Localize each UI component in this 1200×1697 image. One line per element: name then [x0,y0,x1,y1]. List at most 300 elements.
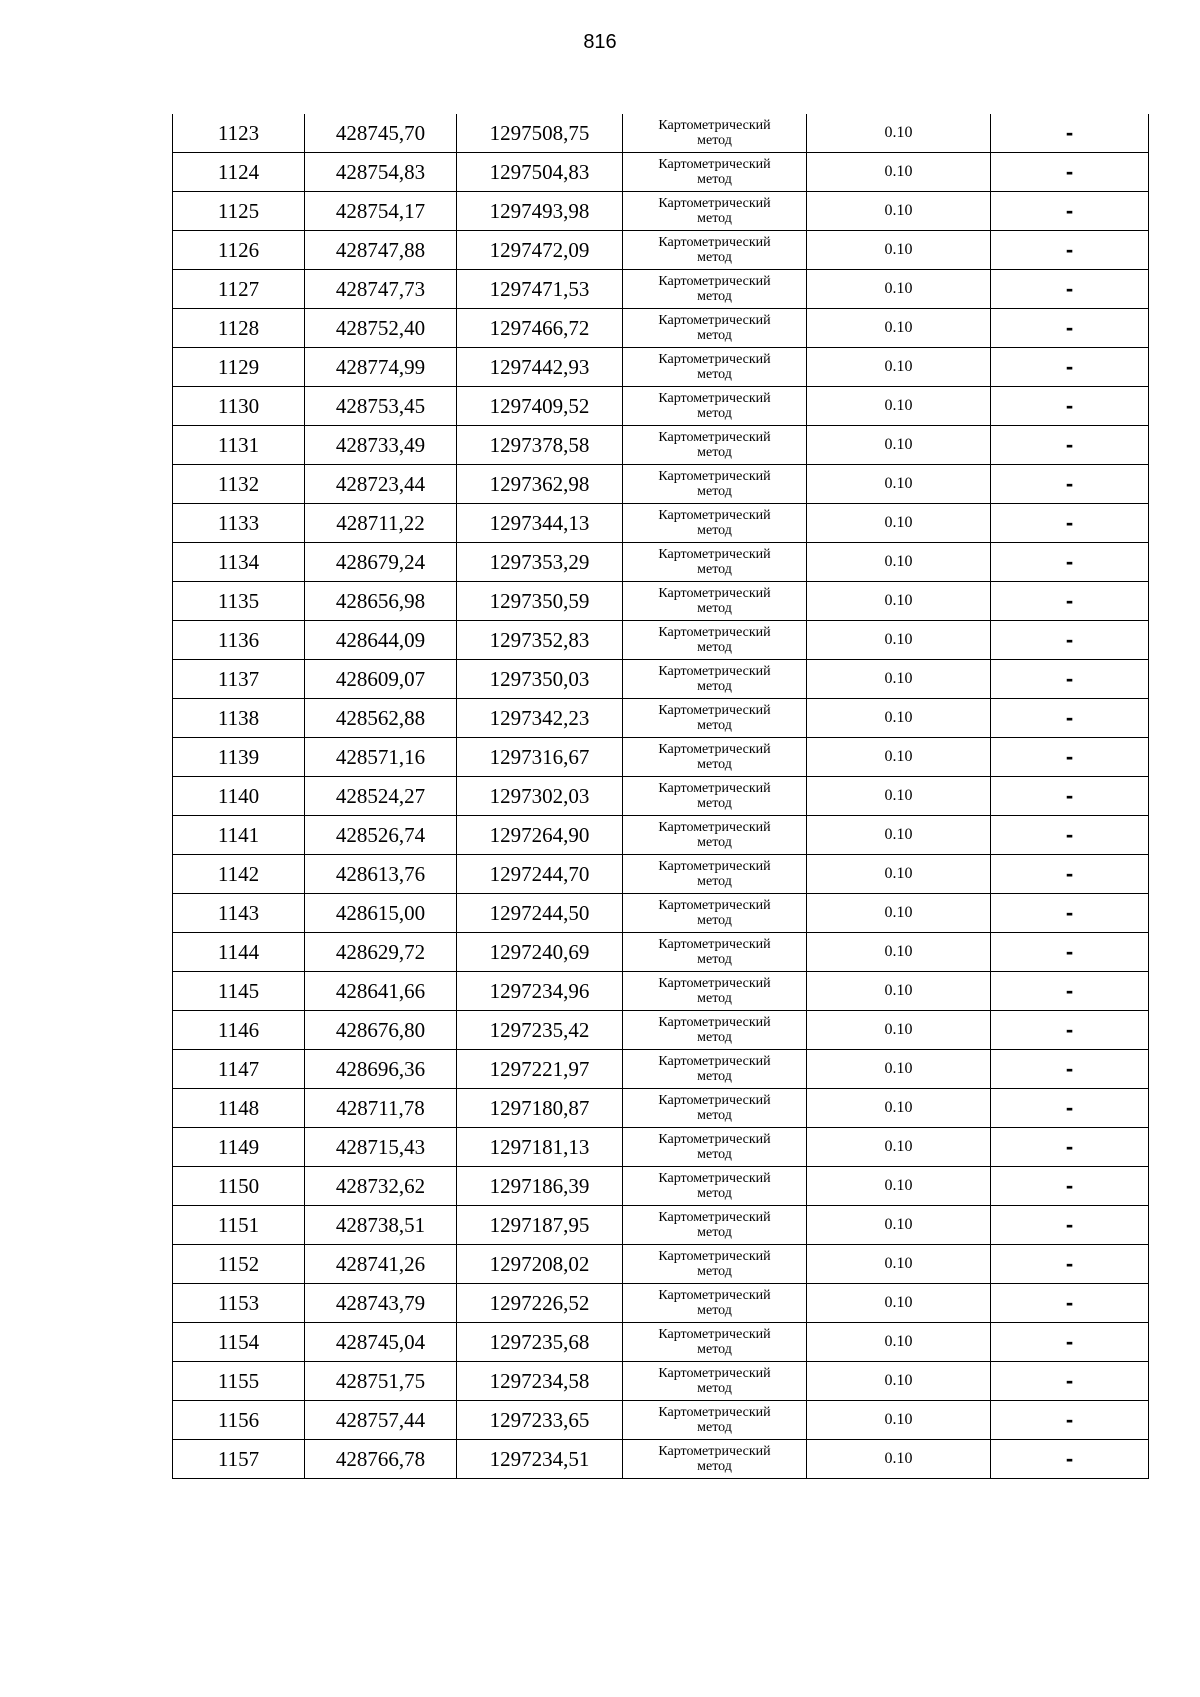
point-number-cell: 1143 [173,894,305,933]
x-coordinate-cell: 428656,98 [305,582,457,621]
point-number-cell: 1128 [173,309,305,348]
x-coordinate-cell: 428747,73 [305,270,457,309]
method-line-2: метод [697,640,732,655]
table-row [173,816,1149,855]
x-coordinate-cell: 428774,99 [305,348,457,387]
y-coordinate-cell: 1297221,97 [457,1050,623,1089]
accuracy-cell: 0.10 [807,1401,991,1440]
description-cell: - [991,270,1149,309]
method-line-2: метод [697,1030,732,1045]
method-line-1: Картометрический [658,508,771,523]
table-row [173,1323,1149,1362]
description-cell: - [991,582,1149,621]
method-line-1: Картометрический [658,1327,771,1342]
table-row [173,348,1149,387]
description-cell: - [991,777,1149,816]
x-coordinate-cell: 428711,22 [305,504,457,543]
method-line-1: Картометрический [658,1015,771,1030]
table-row [173,777,1149,816]
accuracy-cell: 0.10 [807,465,991,504]
point-number-cell: 1133 [173,504,305,543]
x-coordinate-cell: 428757,44 [305,1401,457,1440]
accuracy-cell: 0.10 [807,270,991,309]
x-coordinate-cell: 428745,70 [305,114,457,153]
method-cell [623,543,807,582]
point-number-cell: 1131 [173,426,305,465]
table-row [173,855,1149,894]
method-line-1: Картометрический [658,625,771,640]
point-number-cell: 1123 [173,114,305,153]
y-coordinate-cell: 1297352,83 [457,621,623,660]
description-cell: - [991,894,1149,933]
method-line-1: Картометрический [658,1210,771,1225]
method-cell [623,348,807,387]
method-line-1: Картометрический [658,859,771,874]
y-coordinate-cell: 1297244,50 [457,894,623,933]
description-cell: - [991,1011,1149,1050]
method-line-1: Картометрический [658,703,771,718]
description-cell: - [991,1206,1149,1245]
x-coordinate-cell: 428754,83 [305,153,457,192]
method-cell [623,738,807,777]
method-cell [623,1050,807,1089]
description-cell: - [991,1167,1149,1206]
y-coordinate-cell: 1297234,51 [457,1440,623,1479]
accuracy-cell: 0.10 [807,1167,991,1206]
y-coordinate-cell: 1297344,13 [457,504,623,543]
x-coordinate-cell: 428741,26 [305,1245,457,1284]
accuracy-cell: 0.10 [807,777,991,816]
y-coordinate-cell: 1297504,83 [457,153,623,192]
accuracy-cell: 0.10 [807,816,991,855]
method-line-2: метод [697,406,732,421]
point-number-cell: 1147 [173,1050,305,1089]
description-cell: - [991,426,1149,465]
table-row [173,465,1149,504]
method-line-2: метод [697,1342,732,1357]
method-line-2: метод [697,523,732,538]
method-cell [623,1167,807,1206]
method-cell [623,270,807,309]
accuracy-cell: 0.10 [807,660,991,699]
method-line-1: Картометрический [658,976,771,991]
method-line-1: Картометрический [658,469,771,484]
point-number-cell: 1134 [173,543,305,582]
accuracy-cell: 0.10 [807,543,991,582]
y-coordinate-cell: 1297362,98 [457,465,623,504]
description-cell: - [991,855,1149,894]
method-line-1: Картометрический [658,898,771,913]
accuracy-cell: 0.10 [807,1440,991,1479]
method-cell [623,1284,807,1323]
x-coordinate-cell: 428743,79 [305,1284,457,1323]
x-coordinate-cell: 428679,24 [305,543,457,582]
accuracy-cell: 0.10 [807,1206,991,1245]
point-number-cell: 1129 [173,348,305,387]
x-coordinate-cell: 428751,75 [305,1362,457,1401]
point-number-cell: 1132 [173,465,305,504]
accuracy-cell: 0.10 [807,933,991,972]
point-number-cell: 1136 [173,621,305,660]
y-coordinate-cell: 1297316,67 [457,738,623,777]
table-row [173,582,1149,621]
table-row [173,972,1149,1011]
table-row [173,621,1149,660]
method-cell [623,1245,807,1284]
description-cell: - [991,387,1149,426]
method-line-2: метод [697,1225,732,1240]
method-cell [623,192,807,231]
method-line-1: Картометрический [658,1288,771,1303]
description-cell: - [991,1401,1149,1440]
table-row [173,504,1149,543]
method-cell [623,153,807,192]
x-coordinate-cell: 428752,40 [305,309,457,348]
table-row [173,309,1149,348]
point-number-cell: 1125 [173,192,305,231]
y-coordinate-cell: 1297264,90 [457,816,623,855]
accuracy-cell: 0.10 [807,855,991,894]
point-number-cell: 1151 [173,1206,305,1245]
accuracy-cell: 0.10 [807,348,991,387]
description-cell: - [991,1128,1149,1167]
description-cell: - [991,465,1149,504]
y-coordinate-cell: 1297472,09 [457,231,623,270]
method-line-1: Картометрический [658,1444,771,1459]
description-cell: - [991,504,1149,543]
method-cell [623,465,807,504]
accuracy-cell: 0.10 [807,621,991,660]
point-number-cell: 1149 [173,1128,305,1167]
method-cell [623,621,807,660]
description-cell: - [991,1050,1149,1089]
table-row [173,894,1149,933]
method-cell [623,1206,807,1245]
accuracy-cell: 0.10 [807,1011,991,1050]
method-cell [623,582,807,621]
method-cell [623,1128,807,1167]
table-row [173,192,1149,231]
table-row [173,153,1149,192]
method-line-1: Картометрический [658,547,771,562]
method-line-2: метод [697,991,732,1006]
method-cell [623,894,807,933]
method-line-2: метод [697,601,732,616]
coordinates-table-body [173,114,1149,1479]
accuracy-cell: 0.10 [807,1089,991,1128]
accuracy-cell: 0.10 [807,231,991,270]
method-line-2: метод [697,133,732,148]
description-cell: - [991,738,1149,777]
method-line-2: метод [697,562,732,577]
method-line-2: метод [697,250,732,265]
method-line-2: метод [697,1108,732,1123]
x-coordinate-cell: 428644,09 [305,621,457,660]
table-row [173,1050,1149,1089]
point-number-cell: 1144 [173,933,305,972]
y-coordinate-cell: 1297234,58 [457,1362,623,1401]
table-row [173,1011,1149,1050]
y-coordinate-cell: 1297186,39 [457,1167,623,1206]
accuracy-cell: 0.10 [807,1128,991,1167]
accuracy-cell: 0.10 [807,582,991,621]
y-coordinate-cell: 1297181,13 [457,1128,623,1167]
accuracy-cell: 0.10 [807,894,991,933]
y-coordinate-cell: 1297378,58 [457,426,623,465]
method-line-1: Картометрический [658,1171,771,1186]
point-number-cell: 1139 [173,738,305,777]
method-cell [623,699,807,738]
method-line-1: Картометрический [658,196,771,211]
table-row [173,270,1149,309]
y-coordinate-cell: 1297235,42 [457,1011,623,1050]
method-line-1: Картометрический [658,1132,771,1147]
accuracy-cell: 0.10 [807,504,991,543]
description-cell: - [991,231,1149,270]
y-coordinate-cell: 1297234,96 [457,972,623,1011]
description-cell: - [991,699,1149,738]
accuracy-cell: 0.10 [807,114,991,153]
method-line-1: Картометрический [658,586,771,601]
description-cell: - [991,1440,1149,1479]
x-coordinate-cell: 428615,00 [305,894,457,933]
x-coordinate-cell: 428766,78 [305,1440,457,1479]
method-line-1: Картометрический [658,391,771,406]
method-line-2: метод [697,1381,732,1396]
method-line-2: метод [697,367,732,382]
accuracy-cell: 0.10 [807,192,991,231]
page-number: 816 [583,31,617,53]
x-coordinate-cell: 428696,36 [305,1050,457,1089]
point-number-cell: 1154 [173,1323,305,1362]
x-coordinate-cell: 428723,44 [305,465,457,504]
point-number-cell: 1148 [173,1089,305,1128]
y-coordinate-cell: 1297240,69 [457,933,623,972]
point-number-cell: 1145 [173,972,305,1011]
point-number-cell: 1153 [173,1284,305,1323]
accuracy-cell: 0.10 [807,1284,991,1323]
y-coordinate-cell: 1297244,70 [457,855,623,894]
method-line-1: Картометрический [658,1366,771,1381]
point-number-cell: 1157 [173,1440,305,1479]
x-coordinate-cell: 428524,27 [305,777,457,816]
accuracy-cell: 0.10 [807,1050,991,1089]
accuracy-cell: 0.10 [807,1245,991,1284]
method-line-1: Картометрический [658,1093,771,1108]
method-line-2: метод [697,484,732,499]
method-cell [623,309,807,348]
description-cell: - [991,816,1149,855]
description-cell: - [991,153,1149,192]
table-row [173,1089,1149,1128]
y-coordinate-cell: 1297353,29 [457,543,623,582]
description-cell: - [991,1089,1149,1128]
table-row [173,231,1149,270]
method-cell [623,387,807,426]
description-cell: - [991,348,1149,387]
method-line-2: метод [697,874,732,889]
coordinates-table [172,114,1149,1479]
method-line-1: Картометрический [658,1405,771,1420]
point-number-cell: 1138 [173,699,305,738]
method-line-1: Картометрический [658,820,771,835]
method-line-2: метод [697,679,732,694]
method-cell [623,972,807,1011]
description-cell: - [991,933,1149,972]
description-cell: - [991,660,1149,699]
table-row [173,1245,1149,1284]
method-line-1: Картометрический [658,1054,771,1069]
method-line-2: метод [697,1186,732,1201]
method-line-2: метод [697,796,732,811]
table-row [173,738,1149,777]
x-coordinate-cell: 428715,43 [305,1128,457,1167]
method-cell [623,816,807,855]
table-row [173,543,1149,582]
table-row [173,1206,1149,1245]
y-coordinate-cell: 1297471,53 [457,270,623,309]
description-cell: - [991,543,1149,582]
point-number-cell: 1155 [173,1362,305,1401]
description-cell: - [991,621,1149,660]
method-cell [623,1089,807,1128]
method-cell [623,1401,807,1440]
accuracy-cell: 0.10 [807,387,991,426]
method-cell [623,777,807,816]
method-line-1: Картометрический [658,235,771,250]
y-coordinate-cell: 1297302,03 [457,777,623,816]
point-number-cell: 1127 [173,270,305,309]
accuracy-cell: 0.10 [807,699,991,738]
description-cell: - [991,192,1149,231]
x-coordinate-cell: 428747,88 [305,231,457,270]
method-cell [623,933,807,972]
method-cell [623,114,807,153]
x-coordinate-cell: 428641,66 [305,972,457,1011]
method-line-1: Картометрический [658,118,771,133]
y-coordinate-cell: 1297466,72 [457,309,623,348]
x-coordinate-cell: 428753,45 [305,387,457,426]
method-line-2: метод [697,913,732,928]
method-line-1: Картометрический [658,430,771,445]
table-row [173,387,1149,426]
table-row [173,1128,1149,1167]
x-coordinate-cell: 428711,78 [305,1089,457,1128]
table-row [173,660,1149,699]
method-line-2: метод [697,211,732,226]
method-line-1: Картометрический [658,313,771,328]
table-row [173,1440,1149,1479]
point-number-cell: 1137 [173,660,305,699]
method-cell [623,426,807,465]
table-row [173,426,1149,465]
table-row [173,1362,1149,1401]
description-cell: - [991,1245,1149,1284]
method-cell [623,1362,807,1401]
method-line-2: метод [697,1069,732,1084]
description-cell: - [991,972,1149,1011]
table-row [173,933,1149,972]
x-coordinate-cell: 428733,49 [305,426,457,465]
method-line-2: метод [697,289,732,304]
y-coordinate-cell: 1297180,87 [457,1089,623,1128]
method-cell [623,1011,807,1050]
y-coordinate-cell: 1297442,93 [457,348,623,387]
method-line-1: Картометрический [658,157,771,172]
method-line-2: метод [697,328,732,343]
x-coordinate-cell: 428609,07 [305,660,457,699]
accuracy-cell: 0.10 [807,972,991,1011]
method-cell [623,504,807,543]
accuracy-cell: 0.10 [807,738,991,777]
method-line-2: метод [697,172,732,187]
x-coordinate-cell: 428738,51 [305,1206,457,1245]
point-number-cell: 1124 [173,153,305,192]
x-coordinate-cell: 428629,72 [305,933,457,972]
y-coordinate-cell: 1297187,95 [457,1206,623,1245]
y-coordinate-cell: 1297208,02 [457,1245,623,1284]
point-number-cell: 1130 [173,387,305,426]
method-line-2: метод [697,1303,732,1318]
method-line-1: Картометрический [658,664,771,679]
x-coordinate-cell: 428745,04 [305,1323,457,1362]
point-number-cell: 1126 [173,231,305,270]
accuracy-cell: 0.10 [807,1362,991,1401]
point-number-cell: 1150 [173,1167,305,1206]
method-cell [623,1323,807,1362]
x-coordinate-cell: 428571,16 [305,738,457,777]
y-coordinate-cell: 1297493,98 [457,192,623,231]
method-line-1: Картометрический [658,274,771,289]
method-line-2: метод [697,952,732,967]
accuracy-cell: 0.10 [807,426,991,465]
x-coordinate-cell: 428613,76 [305,855,457,894]
method-line-1: Картометрический [658,937,771,952]
method-cell [623,660,807,699]
description-cell: - [991,114,1149,153]
method-line-2: метод [697,1420,732,1435]
method-line-1: Картометрический [658,1249,771,1264]
method-line-2: метод [697,1264,732,1279]
method-line-1: Картометрический [658,781,771,796]
y-coordinate-cell: 1297226,52 [457,1284,623,1323]
point-number-cell: 1140 [173,777,305,816]
table-row [173,1167,1149,1206]
table-row [173,699,1149,738]
table-row [173,1284,1149,1323]
accuracy-cell: 0.10 [807,1323,991,1362]
description-cell: - [991,1362,1149,1401]
description-cell: - [991,309,1149,348]
x-coordinate-cell: 428754,17 [305,192,457,231]
method-cell [623,855,807,894]
method-line-2: метод [697,1147,732,1162]
point-number-cell: 1142 [173,855,305,894]
y-coordinate-cell: 1297235,68 [457,1323,623,1362]
y-coordinate-cell: 1297233,65 [457,1401,623,1440]
method-line-1: Картометрический [658,742,771,757]
table-row [173,114,1149,153]
method-cell [623,231,807,270]
method-line-2: метод [697,757,732,772]
point-number-cell: 1146 [173,1011,305,1050]
point-number-cell: 1135 [173,582,305,621]
method-cell [623,1440,807,1479]
y-coordinate-cell: 1297350,59 [457,582,623,621]
y-coordinate-cell: 1297508,75 [457,114,623,153]
point-number-cell: 1141 [173,816,305,855]
method-line-2: метод [697,1459,732,1474]
